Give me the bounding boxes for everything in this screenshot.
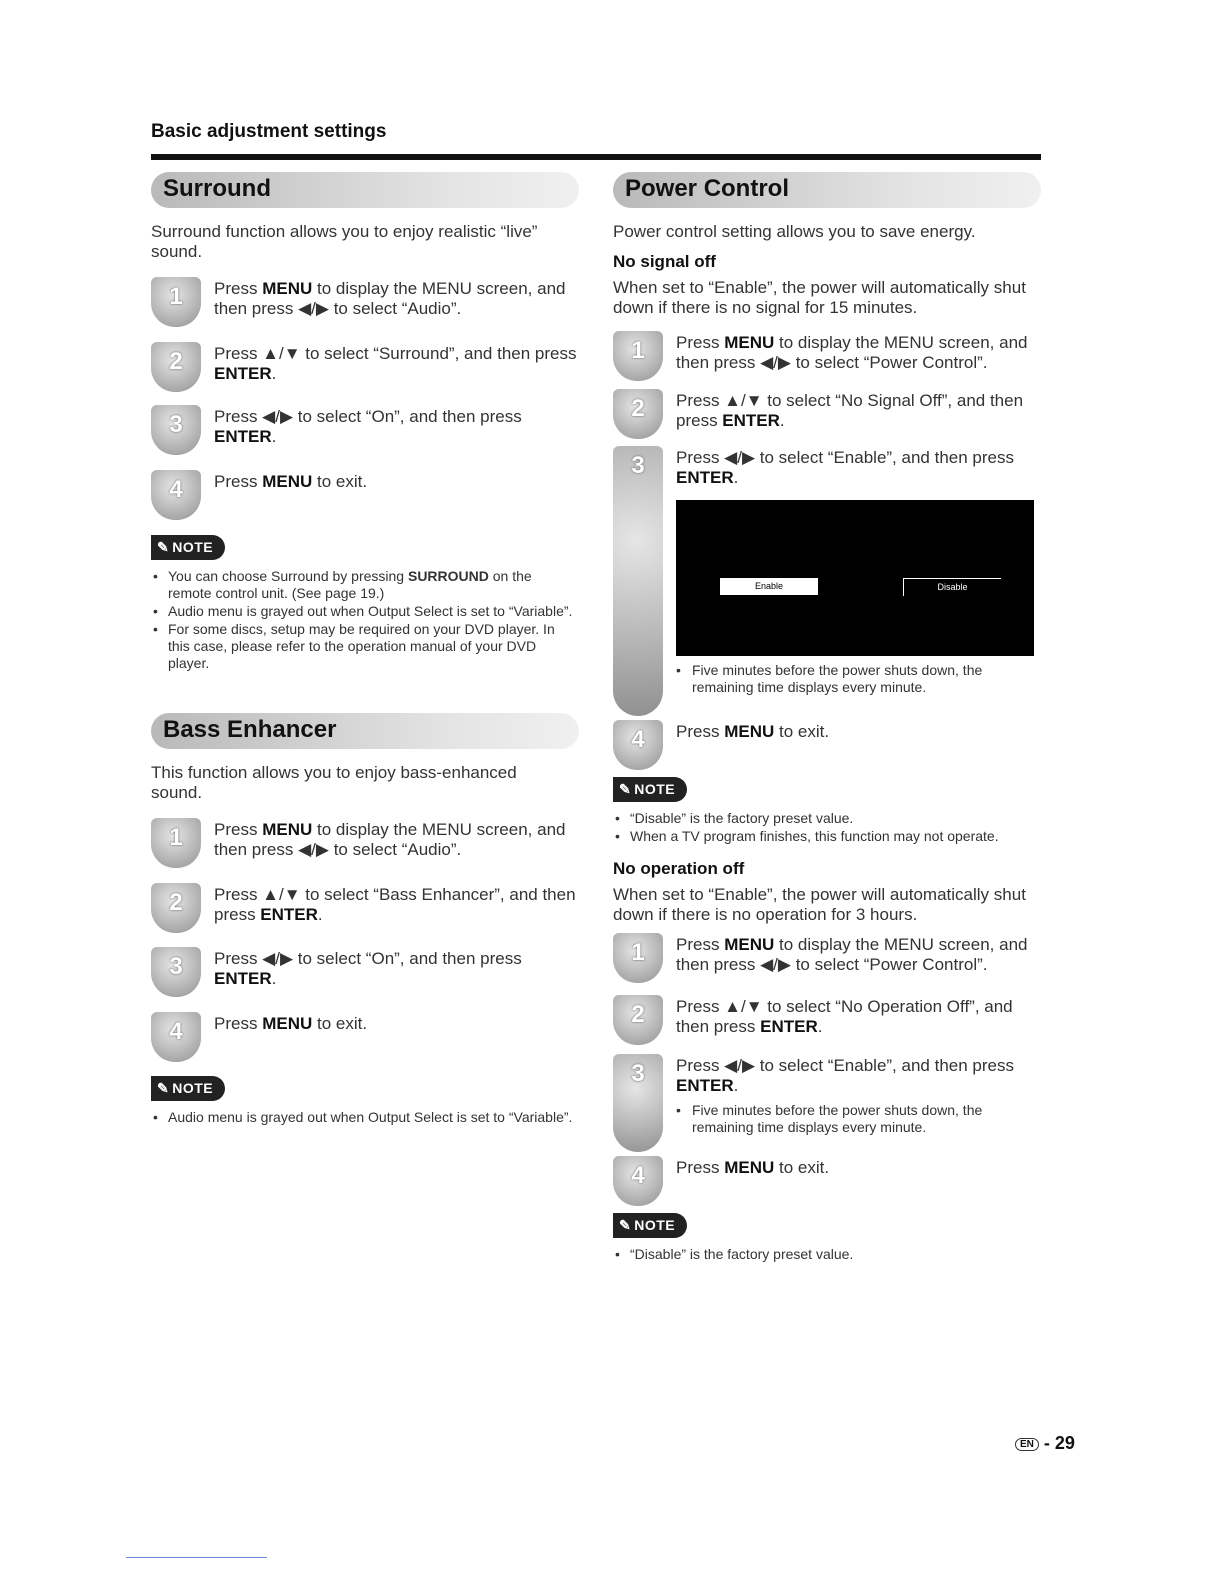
step-2 xyxy=(151,885,579,933)
note-label-text: NOTE xyxy=(634,781,676,797)
section-title: Bass Enhancer xyxy=(163,716,337,743)
step-number-badge xyxy=(613,995,663,1045)
page-number xyxy=(1015,1433,1075,1454)
subsection-desc: When set to “Enable”, the power will automatically shut down if there is no signal for 15 minutes. xyxy=(613,278,1026,317)
button-name: MENU xyxy=(262,472,313,491)
step-1 xyxy=(151,279,579,327)
step-number: 3 xyxy=(631,452,645,479)
step-number-badge xyxy=(151,1012,201,1062)
step-number-badge xyxy=(613,933,663,983)
step-number: 1 xyxy=(169,283,183,310)
step-number: 3 xyxy=(631,1060,645,1087)
step-number: 1 xyxy=(631,939,645,966)
option-enable: Enable xyxy=(720,578,818,595)
bass-enhancer-section xyxy=(151,713,579,1127)
step-2 xyxy=(613,997,1041,1045)
note-item xyxy=(613,1246,1041,1263)
step-number: 3 xyxy=(169,953,183,980)
power-control-section xyxy=(613,172,1041,1264)
step-2 xyxy=(613,391,1041,439)
step-text: to exit. xyxy=(312,1014,368,1033)
step-number-badge xyxy=(613,1156,663,1206)
step-text: Press ◀/▶ to select “On”, and then press xyxy=(214,949,522,968)
note-block xyxy=(151,535,579,672)
step-number: 2 xyxy=(169,348,183,375)
step-number: 2 xyxy=(169,889,183,916)
note-block xyxy=(613,777,1041,845)
pencil-icon: ✎ xyxy=(157,1080,170,1096)
step-text: to exit. xyxy=(774,722,830,741)
option-disable: Disable xyxy=(903,578,1001,596)
step-3 xyxy=(151,949,579,997)
note-text: “Disable” is the factory preset value. xyxy=(630,810,854,826)
note-item xyxy=(151,603,579,620)
step-text: to display the MENU screen, and then press ◀/▶ to select “Power Control”. xyxy=(676,935,1028,974)
section-banner-surround xyxy=(151,172,579,208)
step-4 xyxy=(151,472,579,520)
step-number: 2 xyxy=(631,1001,645,1028)
step-1 xyxy=(613,333,1041,381)
subsection-title-no-signal-off: No signal off xyxy=(613,252,716,271)
step-text: Press xyxy=(676,333,725,352)
button-name: ENTER xyxy=(214,364,272,383)
step-text: to exit. xyxy=(312,472,368,491)
step-number: 4 xyxy=(631,726,645,753)
note-label xyxy=(151,1076,225,1101)
step-text: Press xyxy=(214,1014,263,1033)
step-text: . xyxy=(733,468,739,487)
page-heading: Basic adjustment settings xyxy=(151,121,387,142)
step-text: Press ◀/▶ to select “On”, and then press xyxy=(214,407,522,426)
page-number-text: - 29 xyxy=(1043,1433,1075,1453)
button-name: ENTER xyxy=(760,1017,818,1036)
step-3 xyxy=(151,407,579,455)
step-text: Press xyxy=(676,1158,725,1177)
step-number: 1 xyxy=(631,337,645,364)
step-4 xyxy=(613,722,1041,770)
note-item xyxy=(613,828,1041,845)
step-number-badge xyxy=(151,470,201,520)
button-name: ENTER xyxy=(676,468,734,487)
note-list xyxy=(613,1246,1041,1263)
step-number: 4 xyxy=(169,476,183,503)
surround-section xyxy=(151,172,579,673)
heading-rule xyxy=(151,154,1041,160)
step-number-badge xyxy=(151,883,201,933)
note-label-text: NOTE xyxy=(172,539,214,555)
button-name: MENU xyxy=(724,722,775,741)
menu-screen-preview xyxy=(676,500,1034,656)
button-name: MENU xyxy=(724,1158,775,1177)
step-number-badge xyxy=(151,947,201,997)
step-text: Press ◀/▶ to select “Enable”, and then press xyxy=(676,1056,1014,1075)
note-list xyxy=(151,1109,579,1126)
step-text: Press ▲/▼ to select “No Operation Off”, and then press xyxy=(676,997,1013,1036)
button-name: MENU xyxy=(724,333,775,352)
note-text: For some discs, setup may be required on your DVD player. In this case, please refer to the operation manual of your DVD player. xyxy=(168,621,555,671)
step-bullet: • Five minutes before the power shuts down, the remaining time displays every minute. xyxy=(676,1102,1041,1136)
note-item xyxy=(151,568,579,602)
step-number: 3 xyxy=(169,411,183,438)
note-text: You can choose Surround by pressing xyxy=(168,568,408,584)
step-number: 1 xyxy=(169,824,183,851)
step-1 xyxy=(151,820,579,868)
section-title: Power Control xyxy=(625,175,790,202)
subsection-title-no-operation-off: No operation off xyxy=(613,859,745,878)
step-number-badge xyxy=(613,720,663,770)
step-text: Press xyxy=(214,820,263,839)
step-text: . xyxy=(317,905,323,924)
step-text: Press xyxy=(214,472,263,491)
step-number: 4 xyxy=(631,1162,645,1189)
note-block xyxy=(151,1076,579,1126)
pencil-icon: ✎ xyxy=(619,781,632,797)
step-text: . xyxy=(817,1017,823,1036)
note-text: Audio menu is grayed out when Output Select is set to “Variable”. xyxy=(168,603,573,619)
step-4 xyxy=(613,1158,1041,1206)
note-label xyxy=(613,1213,687,1238)
section-title: Surround xyxy=(163,175,271,202)
step-text: Press xyxy=(676,935,725,954)
note-item xyxy=(151,621,579,672)
footer-rule xyxy=(126,1557,267,1558)
section-banner-power-control xyxy=(613,172,1041,208)
step-text: Press xyxy=(676,722,725,741)
subsection-desc: When set to “Enable”, the power will automatically shut down if there is no operation for 3 hours. xyxy=(613,885,1026,924)
step-number-badge xyxy=(613,1054,663,1152)
button-name: ENTER xyxy=(214,969,272,988)
step-number-badge xyxy=(151,405,201,455)
step-text: to display the MENU screen, and then press ◀/▶ to select “Power Control”. xyxy=(676,333,1028,372)
step-4 xyxy=(151,1014,579,1062)
note-text: Audio menu is grayed out when Output Select is set to “Variable”. xyxy=(168,1109,573,1125)
step-number-badge xyxy=(151,818,201,868)
step-1 xyxy=(613,935,1041,983)
step-number-badge xyxy=(151,277,201,327)
pencil-icon: ✎ xyxy=(619,1217,632,1233)
note-item xyxy=(613,810,1041,827)
section-banner-bass-enhancer xyxy=(151,713,579,749)
note-text: “Disable” is the factory preset value. xyxy=(630,1246,854,1262)
note-item xyxy=(151,1109,579,1126)
step-number: 4 xyxy=(169,1018,183,1045)
button-name: SURROUND xyxy=(407,568,489,584)
step-text: . xyxy=(271,427,277,446)
step-text: . xyxy=(271,969,277,988)
note-label xyxy=(151,535,225,560)
note-label xyxy=(613,777,687,802)
pencil-icon: ✎ xyxy=(157,539,170,555)
button-name: MENU xyxy=(262,279,313,298)
note-label-text: NOTE xyxy=(172,1080,214,1096)
section-intro: This function allows you to enjoy bass-enhanced sound. xyxy=(151,763,517,802)
step-number-badge xyxy=(151,342,201,392)
button-name: ENTER xyxy=(260,905,318,924)
note-text: When a TV program finishes, this function may not operate. xyxy=(630,828,999,844)
step-text: to display the MENU screen, and then press ◀/▶ to select “Audio”. xyxy=(214,279,566,318)
step-text: Press ▲/▼ to select “No Signal Off”, and then press xyxy=(676,391,1024,430)
step-text: to display the MENU screen, and then press ◀/▶ to select “Audio”. xyxy=(214,820,566,859)
section-intro: Surround function allows you to enjoy realistic “live” sound. xyxy=(151,222,538,261)
note-list xyxy=(151,568,579,672)
step-text: . xyxy=(733,1076,739,1095)
button-name: ENTER xyxy=(722,411,780,430)
step-bullet: • Five minutes before the power shuts down, the remaining time displays every minute. xyxy=(676,662,1041,696)
step-text: Press ▲/▼ to select “Surround”, and then press xyxy=(214,344,577,363)
step-2 xyxy=(151,344,579,392)
button-name: ENTER xyxy=(676,1076,734,1095)
step-number-badge xyxy=(613,446,663,716)
step-text: Press ▲/▼ to select “Bass Enhancer”, and then press xyxy=(214,885,576,924)
note-list xyxy=(613,810,1041,845)
button-name: ENTER xyxy=(214,427,272,446)
step-text: . xyxy=(779,411,785,430)
step-number-badge xyxy=(613,389,663,439)
step-text: . xyxy=(271,364,277,383)
button-name: MENU xyxy=(262,1014,313,1033)
step-text: Press ◀/▶ to select “Enable”, and then press xyxy=(676,448,1014,467)
note-label-text: NOTE xyxy=(634,1217,676,1233)
section-intro: Power control setting allows you to save energy. xyxy=(613,222,976,241)
step-number-badge xyxy=(613,331,663,381)
step-number: 2 xyxy=(631,395,645,422)
button-name: MENU xyxy=(262,820,313,839)
note-text: on the remote control unit. (See page 19.) xyxy=(168,568,532,601)
step-3 xyxy=(613,1056,1041,1140)
note-block xyxy=(613,1213,1041,1263)
step-3 xyxy=(613,448,1041,704)
step-text: to exit. xyxy=(774,1158,830,1177)
language-badge: EN xyxy=(1015,1438,1039,1451)
button-name: MENU xyxy=(724,935,775,954)
step-text: Press xyxy=(214,279,263,298)
